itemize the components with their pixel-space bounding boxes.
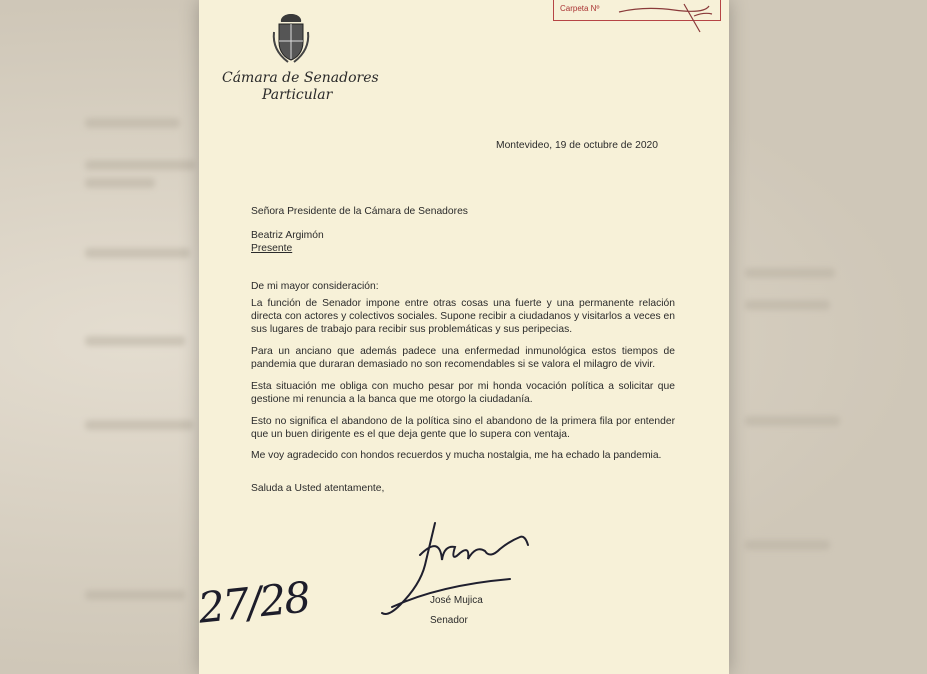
stamp-label: Carpeta Nº	[560, 4, 600, 13]
recipient-presente: Presente	[251, 243, 293, 254]
blurred-text	[85, 248, 190, 258]
paragraph-5: Me voy agradecido con hondos recuerdos y mucha nostalgia, me ha echado la pandemia.	[251, 450, 662, 461]
file-stamp	[553, 0, 721, 21]
letterhead	[222, 70, 379, 104]
recipient-name: Beatriz Argimón	[251, 230, 324, 241]
signer-name: José Mujica	[430, 595, 483, 606]
paragraph-3: Esta situación me obliga con mucho pesar por mi honda vocación política a solicitar que gestione mi renuncia a la banca que me otorgo la ciudadanía.	[251, 381, 675, 405]
paragraph-4: Esto no significa el abandono de la política sino el abandono de la primera fila por entender que un buen dirigente es el que deja gente que lo supera con ventaja.	[251, 416, 675, 440]
stamp-scribble-icon	[614, 2, 714, 36]
blurred-text	[85, 336, 185, 346]
paragraph-2: Para un anciano que además padece una enfermedad inmunológica estos tiempos de pandemia que duraran demasiado no son recomendables si se valora el milagro de vivir.	[251, 346, 675, 370]
letterhead-subtitle: Particular	[262, 87, 333, 103]
blurred-text	[85, 118, 180, 128]
signature-icon	[380, 515, 540, 625]
salutation: De mi mayor consideración:	[251, 281, 379, 292]
blurred-text	[85, 590, 185, 600]
coat-of-arms-icon	[270, 12, 312, 64]
blurred-text	[745, 540, 830, 550]
paragraph-1: La función de Senador impone entre otras cosas una fuerte y una permanente relación directa con actores y colectivos sociales. Supone recibir a ciudadanos y visitarlos a veces en sus lugares de trabajo para recibir sus problemáticas y sus peripecias.	[251, 298, 675, 335]
blurred-text	[745, 300, 830, 310]
blurred-text	[85, 160, 195, 170]
blurred-text	[745, 416, 840, 426]
letterhead-title: Cámara de Senadores	[222, 70, 379, 86]
blurred-text	[745, 268, 835, 278]
handwritten-note: 27/28	[195, 572, 312, 633]
letter-date: Montevideo, 19 de octubre de 2020	[496, 140, 659, 151]
blurred-text	[85, 178, 155, 188]
recipient-title: Señora Presidente de la Cámara de Senadores	[251, 206, 468, 217]
signer-title: Senador	[430, 615, 468, 626]
closing: Saluda a Usted atentamente,	[251, 483, 385, 494]
blurred-text	[85, 420, 193, 430]
